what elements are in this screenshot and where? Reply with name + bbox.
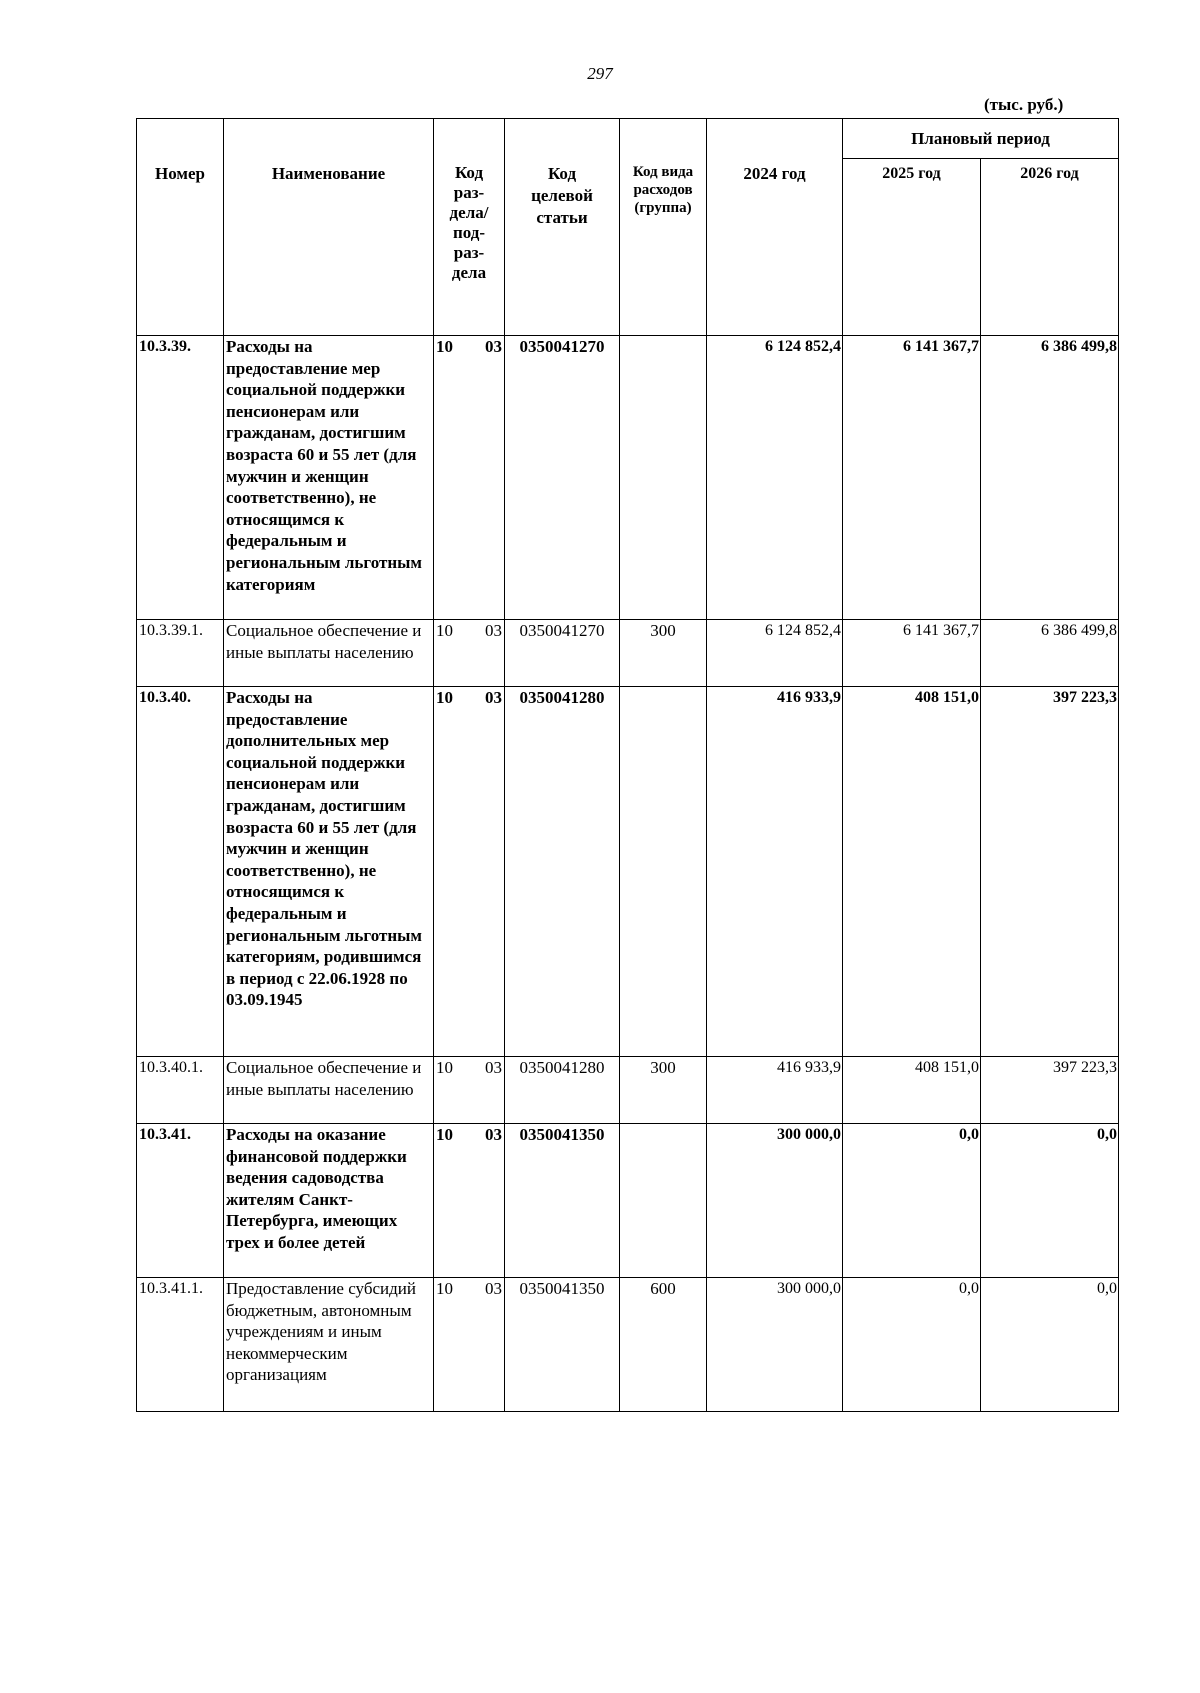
row-number: 10.3.41.: [137, 1124, 224, 1278]
row-section: 10: [436, 337, 453, 356]
row-target-code: 0350041280: [505, 687, 620, 1057]
header-section-code-line: дела/: [449, 203, 489, 222]
header-section-code: [434, 119, 505, 336]
table-row: [137, 620, 1119, 687]
row-section-code: [434, 336, 505, 620]
header-name: Наименование: [224, 119, 434, 336]
row-amount-2024: 416 933,9: [707, 687, 843, 1057]
header-year-2024: 2024 год: [707, 119, 843, 336]
row-amount-2025: 6 141 367,7: [843, 336, 981, 620]
table-row: [137, 1124, 1119, 1278]
row-number: 10.3.39.1.: [137, 620, 224, 687]
header-section-code-line: Код: [454, 163, 484, 182]
header-target-code-line: статьи: [536, 208, 588, 227]
row-number: 10.3.40.1.: [137, 1057, 224, 1124]
page-number: 297: [587, 64, 613, 83]
row-section-code: [434, 1057, 505, 1124]
row-section: 10: [436, 688, 453, 707]
row-section-code: [434, 1278, 505, 1412]
row-section: 10: [436, 1125, 453, 1144]
row-section: 10: [436, 1058, 453, 1077]
header-target-code-line: Код: [547, 164, 577, 183]
row-subsection: 03: [485, 1058, 502, 1077]
table-row: [137, 1057, 1119, 1124]
header-expense-kind-line: расходов: [633, 182, 693, 198]
header-section-code-line: раз-: [453, 183, 485, 202]
budget-table: [136, 118, 1119, 1412]
row-expense-kind: 300: [620, 620, 707, 687]
table-row: [137, 687, 1119, 1057]
row-section-code: [434, 687, 505, 1057]
header-target-code: [505, 119, 620, 336]
row-subsection: 03: [485, 1279, 502, 1298]
row-target-code: 0350041270: [505, 336, 620, 620]
row-number: 10.3.40.: [137, 687, 224, 1057]
row-expense-kind: [620, 1124, 707, 1278]
row-amount-2026: 6 386 499,8: [981, 336, 1119, 620]
header-section-code-line: под-: [452, 223, 486, 242]
row-name: Социальное обеспечение и иные выплаты населению: [224, 620, 434, 687]
row-subsection: 03: [485, 688, 502, 707]
row-amount-2026: 0,0: [981, 1278, 1119, 1412]
header-expense-kind: [620, 119, 707, 336]
table-row: [137, 1278, 1119, 1412]
row-target-code: 0350041350: [505, 1278, 620, 1412]
row-section-code: [434, 1124, 505, 1278]
row-name: Расходы на предоставление мер социальной поддержки пенсионерам или гражданам, достигшим возраста 60 и 55 лет (для мужчин и женщин соответственно), не относящимся к федеральным и региональным льготным категориям: [224, 336, 434, 620]
row-amount-2025: 408 151,0: [843, 1057, 981, 1124]
row-expense-kind: 600: [620, 1278, 707, 1412]
header-year-2026: 2026 год: [981, 159, 1119, 336]
table-row: [137, 336, 1119, 620]
row-name: Расходы на оказание финансовой поддержки ведения садоводства жителям Санкт-Петербурга, имеющих трех и более детей: [224, 1124, 434, 1278]
header-expense-kind-line: Код вида: [632, 164, 694, 180]
row-number: 10.3.41.1.: [137, 1278, 224, 1412]
row-subsection: 03: [485, 337, 502, 356]
row-expense-kind: [620, 687, 707, 1057]
row-amount-2025: 0,0: [843, 1278, 981, 1412]
header-target-code-line: целевой: [531, 186, 593, 205]
header-section-code-line: дела: [451, 263, 487, 282]
row-amount-2024: 300 000,0: [707, 1124, 843, 1278]
row-amount-2025: 0,0: [843, 1124, 981, 1278]
row-target-code: 0350041280: [505, 1057, 620, 1124]
header-year-2025: 2025 год: [843, 159, 981, 336]
header-number: Номер: [137, 119, 224, 336]
header-expense-kind-line: (группа): [634, 200, 692, 216]
row-amount-2026: 397 223,3: [981, 687, 1119, 1057]
row-amount-2025: 408 151,0: [843, 687, 981, 1057]
row-name: Предоставление субсидий бюджетным, автономным учреждениям и иным некоммерческим организациям: [224, 1278, 434, 1412]
row-name: Социальное обеспечение и иные выплаты населению: [224, 1057, 434, 1124]
header-planned-period: Плановый период: [843, 119, 1119, 159]
row-subsection: 03: [485, 621, 502, 640]
row-amount-2024: 6 124 852,4: [707, 620, 843, 687]
row-amount-2026: 397 223,3: [981, 1057, 1119, 1124]
row-expense-kind: 300: [620, 1057, 707, 1124]
row-amount-2024: 416 933,9: [707, 1057, 843, 1124]
row-name: Расходы на предоставление дополнительных мер социальной поддержки пенсионерам или гражданам, достигшим возраста 60 и 55 лет (для мужчин и женщин соответственно), не относящимся к федеральным и региональным льготным категориям, родившимся в период с 22.06.1928 по 03.09.1945: [224, 687, 434, 1057]
row-target-code: 0350041270: [505, 620, 620, 687]
row-amount-2025: 6 141 367,7: [843, 620, 981, 687]
row-target-code: 0350041350: [505, 1124, 620, 1278]
row-subsection: 03: [485, 1125, 502, 1144]
row-amount-2024: 6 124 852,4: [707, 336, 843, 620]
row-amount-2026: 0,0: [981, 1124, 1119, 1278]
row-amount-2024: 300 000,0: [707, 1278, 843, 1412]
header-section-code-line: раз-: [453, 243, 485, 262]
row-number: 10.3.39.: [137, 336, 224, 620]
units-label: (тыс. руб.): [984, 95, 1064, 114]
row-section-code: [434, 620, 505, 687]
row-section: 10: [436, 621, 453, 640]
row-amount-2026: 6 386 499,8: [981, 620, 1119, 687]
row-expense-kind: [620, 336, 707, 620]
row-section: 10: [436, 1279, 453, 1298]
